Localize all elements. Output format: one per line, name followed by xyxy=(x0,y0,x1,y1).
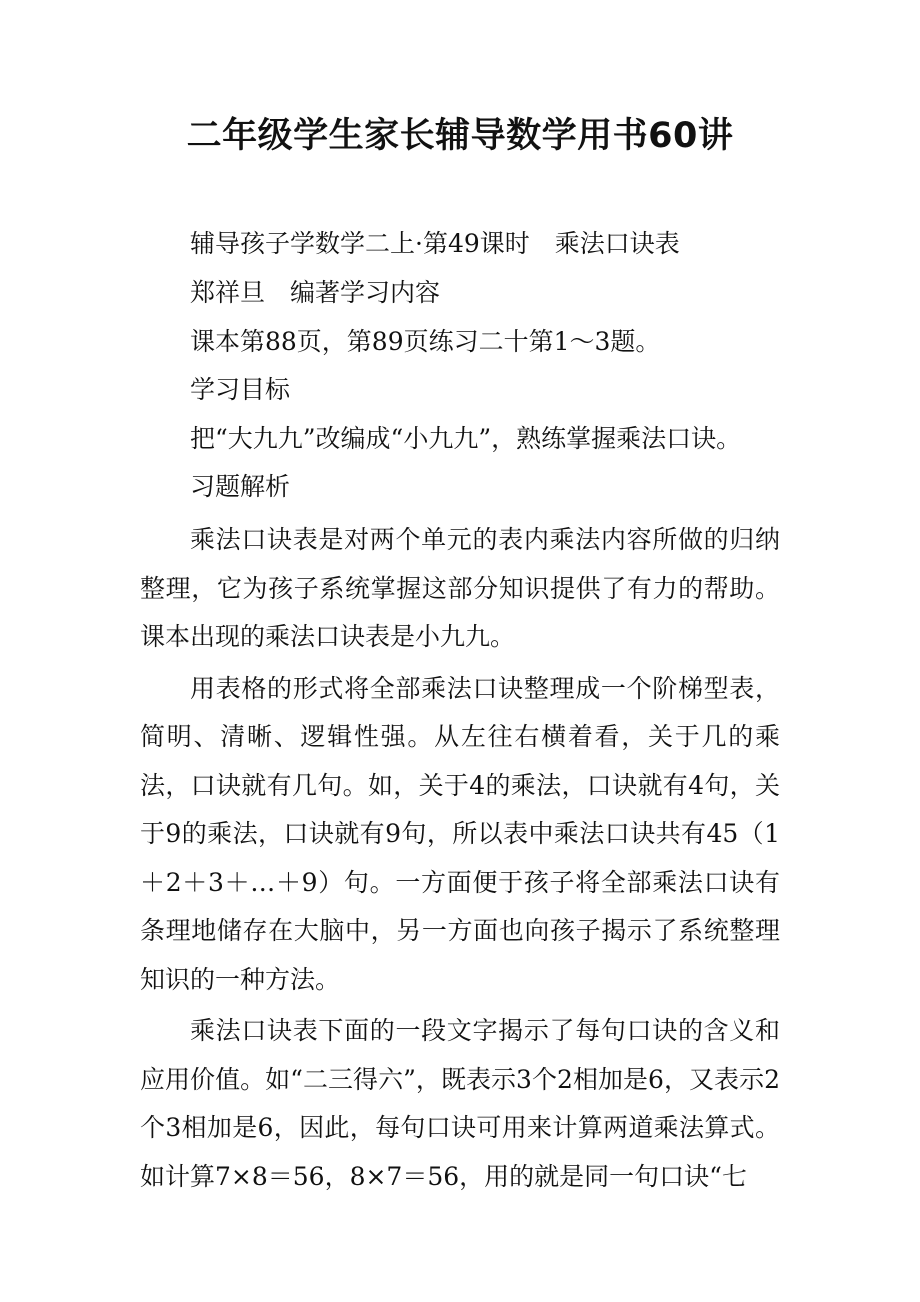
analysis-heading: 习题解析 xyxy=(190,472,291,501)
paragraph: 乘法口诀表是对两个单元的表内乘法内容所做的归纳整理，它为孩子系统掌握这部分知识提供了有力的帮助。课本出现的乘法口诀表是小九九。 xyxy=(140,525,780,651)
pages-line: 课本第88页，第89页练习二十第1～3题。 xyxy=(190,327,661,356)
goal-text: 把“大九九”改编成“小九九”，熟练掌握乘法口诀。 xyxy=(190,424,742,453)
document-title: 二年级学生家长辅导数学用书60讲 xyxy=(186,116,734,156)
paragraph: 乘法口诀表下面的一段文字揭示了每句口诀的含义和应用价值。如“二三得六”，既表示3个2相加是6，又表示2个3相加是6，因此，每句口诀可用来计算两道乘法算式。如计算7×8＝56，8×7＝56，用的就是同一句口诀“七 xyxy=(140,1016,780,1191)
goal-heading: 学习目标 xyxy=(190,375,291,404)
analysis-body xyxy=(140,516,780,1204)
paragraph: 用表格的形式将全部乘法口诀整理成一个阶梯型表，简明、清晰、逻辑性强。从左往右横着看，关于几的乘法，口诀就有几句。如，关于4的乘法，口诀就有4句，关于9的乘法，口诀就有9句，所以表中乘法口诀共有45（1＋2＋3＋…＋9）句。一方面便于孩子将全部乘法口诀有条理地储存在大脑中，另一方面也向孩子揭示了系统整理知识的一种方法。 xyxy=(140,673,780,994)
lesson-line: 辅导孩子学数学二上·第49课时 乘法口诀表 xyxy=(190,229,680,258)
author-line: 郑祥旦 编著学习内容 xyxy=(190,278,441,307)
